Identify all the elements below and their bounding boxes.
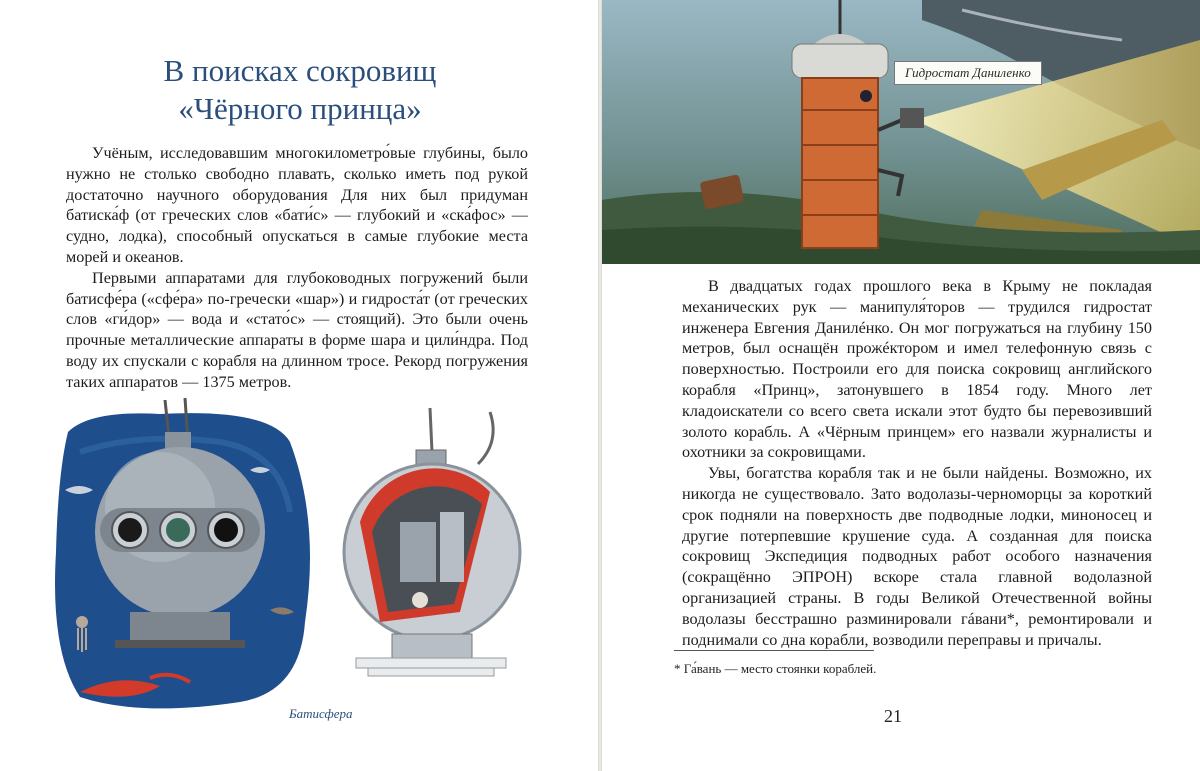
footnote: * Га́вань — место стоянки кораблей. xyxy=(674,661,877,676)
page-number: 21 xyxy=(884,706,902,726)
right-body-text xyxy=(682,276,1152,650)
footnote-divider xyxy=(674,650,874,651)
paragraph: Первыми аппаратами для глубоководных погружений были батисфе́ра («сфе́ра» по-гречески «шар») и гидроста́т (от греческих слов «ги́дор» — вода и «стато́с» — стоящий). Это были очень прочные металлические аппараты в форме шара и цили́ндра. Под воду их спускали с корабля на длинном тросе. Рекорд погружения таких аппаратов — 1375 метров. xyxy=(66,268,528,391)
chapter-title xyxy=(40,52,560,128)
title-line-2: «Чёрного принца» xyxy=(178,91,422,126)
image-label: Гидростат Даниленко xyxy=(894,61,1042,85)
image-caption: Батисфера xyxy=(289,706,353,721)
bathysphere-illustration xyxy=(20,372,580,732)
paragraph: Учёным, исследовавшим многокилометро́вые глубины, было нужно не столько свободно плавать, сколько иметь под рукой достаточно научного оборудования Для них был придуман батиска́ф (от греческих слов «бати́с» — глубокий и «ска́фос» — судно, лодка), способный опускаться в самые глубокие места морей и океанов. xyxy=(66,144,528,266)
paragraph: Увы, богатства корабля так и не были найдены. Возможно, их никогда не существовало. Зато водолазы-черноморцы за короткий срок подняли на поверхность две подводные лодки, миноносец и другие потерпевшие крушение суда. А созданная для поиска сокровищ Экспедиция подводных работ особого назначения (сокращённо ЭПРОН) вскоре стала главной водолазной организацией страны. В годы Великой Отечественной войны водолазы бесстрашно разминировали гáвани*, ремонтировали и поднимали со дна корабли, возводили переправы и причалы. xyxy=(682,464,1152,649)
paragraph: В двадцатых годах прошлого века в Крыму не покладая механических рук — манипуля́торов — трудился гидростат инженера Евгения Данилéнко. Он мог погружаться на глубину 150 метров, был оснащён прожéктором и имел телефонную связь с поверхностью. Построили его для поиска сокровищ английского корабля «Принц», затонувшего в 1854 году. Много лет кладоискатели со всего света искали этот будто бы перевозивший золото корабль. А «Чёрным принцем» его назвали журналисты и охотники за сокровищами. xyxy=(682,277,1152,462)
left-body-text xyxy=(66,143,528,393)
title-line-1: В поисках сокровищ xyxy=(163,53,437,88)
right-page xyxy=(602,0,1200,771)
hydrostat-illustration xyxy=(602,0,1200,264)
left-page xyxy=(0,0,598,771)
